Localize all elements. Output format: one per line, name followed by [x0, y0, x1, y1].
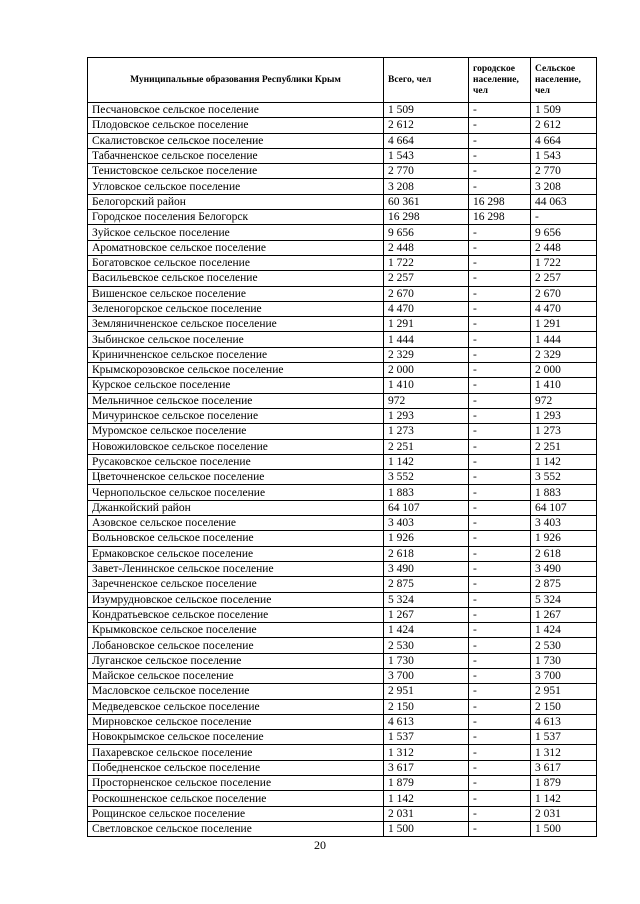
cell-total: 2 618 — [384, 546, 469, 561]
table-row — [88, 378, 597, 393]
cell-municipality: Светловское сельское поселение — [88, 821, 384, 836]
cell-urban: - — [469, 454, 531, 469]
cell-rural: 2 530 — [531, 638, 597, 653]
header-rural: Сельское население, чел — [531, 58, 597, 103]
cell-total: 2 530 — [384, 638, 469, 653]
table-row — [88, 332, 597, 347]
table-row — [88, 714, 597, 729]
cell-rural: 4 470 — [531, 301, 597, 316]
cell-rural: 3 700 — [531, 668, 597, 683]
cell-total: 1 424 — [384, 623, 469, 638]
cell-urban: - — [469, 531, 531, 546]
cell-urban: - — [469, 653, 531, 668]
cell-municipality: Азовское сельское поселение — [88, 516, 384, 531]
cell-urban: - — [469, 745, 531, 760]
cell-total: 972 — [384, 393, 469, 408]
cell-rural: 44 063 — [531, 194, 597, 209]
table-row — [88, 470, 597, 485]
cell-municipality: Вишенское сельское поселение — [88, 286, 384, 301]
cell-rural: - — [531, 210, 597, 225]
cell-urban: - — [469, 408, 531, 423]
cell-rural: 1 312 — [531, 745, 597, 760]
table-row — [88, 791, 597, 806]
cell-urban: - — [469, 806, 531, 821]
cell-rural: 1 291 — [531, 317, 597, 332]
cell-total: 4 470 — [384, 301, 469, 316]
cell-rural: 1 883 — [531, 485, 597, 500]
cell-urban: - — [469, 699, 531, 714]
table-row — [88, 439, 597, 454]
table-row — [88, 730, 597, 745]
cell-total: 64 107 — [384, 500, 469, 515]
cell-total: 2 031 — [384, 806, 469, 821]
cell-rural: 2 770 — [531, 164, 597, 179]
cell-total: 1 537 — [384, 730, 469, 745]
cell-urban: - — [469, 225, 531, 240]
cell-total: 1 543 — [384, 148, 469, 163]
cell-urban: - — [469, 623, 531, 638]
cell-rural: 4 613 — [531, 714, 597, 729]
cell-urban: - — [469, 271, 531, 286]
cell-urban: - — [469, 347, 531, 362]
table-row — [88, 210, 597, 225]
cell-total: 3 552 — [384, 470, 469, 485]
table-row — [88, 531, 597, 546]
table-row — [88, 561, 597, 576]
cell-total: 2 251 — [384, 439, 469, 454]
table-row — [88, 408, 597, 423]
cell-urban: - — [469, 776, 531, 791]
cell-municipality: Заречненское сельское поселение — [88, 577, 384, 592]
table-row — [88, 194, 597, 209]
cell-urban: - — [469, 317, 531, 332]
cell-urban: - — [469, 286, 531, 301]
cell-municipality: Новокрымское сельское поселение — [88, 730, 384, 745]
cell-urban: - — [469, 668, 531, 683]
cell-rural: 2 000 — [531, 363, 597, 378]
cell-total: 3 208 — [384, 179, 469, 194]
table-row — [88, 577, 597, 592]
cell-municipality: Победненское сельское поселение — [88, 760, 384, 775]
header-municipality: Муниципальные образования Республики Крым — [88, 58, 384, 103]
cell-rural: 2 448 — [531, 240, 597, 255]
table-row — [88, 271, 597, 286]
cell-rural: 1 500 — [531, 821, 597, 836]
cell-municipality: Песчановское сельское поселение — [88, 103, 384, 118]
table-row — [88, 286, 597, 301]
cell-urban: - — [469, 684, 531, 699]
cell-rural: 1 267 — [531, 607, 597, 622]
cell-urban: - — [469, 332, 531, 347]
cell-urban: - — [469, 791, 531, 806]
cell-rural: 2 031 — [531, 806, 597, 821]
cell-urban: - — [469, 133, 531, 148]
cell-municipality: Муромское сельское поселение — [88, 424, 384, 439]
cell-municipality: Скалистовское сельское поселение — [88, 133, 384, 148]
cell-urban: - — [469, 363, 531, 378]
cell-municipality: Кондратьевское сельское поселение — [88, 607, 384, 622]
header-urban: городское население, чел — [469, 58, 531, 103]
table-row — [88, 179, 597, 194]
table-row — [88, 225, 597, 240]
cell-urban: - — [469, 255, 531, 270]
population-table — [87, 57, 597, 837]
table-row — [88, 623, 597, 638]
cell-rural: 972 — [531, 393, 597, 408]
cell-urban: - — [469, 516, 531, 531]
table-row — [88, 638, 597, 653]
cell-total: 9 656 — [384, 225, 469, 240]
cell-total: 1 500 — [384, 821, 469, 836]
cell-total: 1 879 — [384, 776, 469, 791]
cell-municipality: Васильевское сельское поселение — [88, 271, 384, 286]
cell-total: 2 150 — [384, 699, 469, 714]
cell-rural: 3 552 — [531, 470, 597, 485]
header-total: Всего, чел — [384, 58, 469, 103]
cell-municipality: Ароматновское сельское поселение — [88, 240, 384, 255]
cell-total: 3 403 — [384, 516, 469, 531]
cell-rural: 2 618 — [531, 546, 597, 561]
cell-total: 4 613 — [384, 714, 469, 729]
cell-rural: 1 926 — [531, 531, 597, 546]
table-row — [88, 500, 597, 515]
cell-total: 2 875 — [384, 577, 469, 592]
cell-rural: 1 444 — [531, 332, 597, 347]
cell-total: 2 612 — [384, 118, 469, 133]
cell-municipality: Зеленогорское сельское поселение — [88, 301, 384, 316]
table-row — [88, 699, 597, 714]
cell-municipality: Богатовское сельское поселение — [88, 255, 384, 270]
cell-total: 1 509 — [384, 103, 469, 118]
cell-municipality: Пахаревское сельское поселение — [88, 745, 384, 760]
cell-rural: 2 612 — [531, 118, 597, 133]
cell-urban: - — [469, 439, 531, 454]
cell-municipality: Цветочненское сельское поселение — [88, 470, 384, 485]
cell-urban: - — [469, 577, 531, 592]
page-number: 20 — [314, 838, 326, 852]
table-row — [88, 760, 597, 775]
table-row — [88, 516, 597, 531]
cell-municipality: Земляничненское сельское поселение — [88, 317, 384, 332]
cell-rural: 1 722 — [531, 255, 597, 270]
cell-municipality: Угловское сельское поселение — [88, 179, 384, 194]
cell-total: 2 448 — [384, 240, 469, 255]
cell-municipality: Табачненское сельское поселение — [88, 148, 384, 163]
cell-rural: 1 410 — [531, 378, 597, 393]
table-row — [88, 485, 597, 500]
cell-urban: - — [469, 378, 531, 393]
table-row — [88, 301, 597, 316]
cell-urban: 16 298 — [469, 194, 531, 209]
cell-total: 1 722 — [384, 255, 469, 270]
cell-total: 2 329 — [384, 347, 469, 362]
table-row — [88, 148, 597, 163]
cell-municipality: Мичуринское сельское поселение — [88, 408, 384, 423]
cell-urban: - — [469, 714, 531, 729]
cell-rural: 2 875 — [531, 577, 597, 592]
table-row — [88, 684, 597, 699]
cell-municipality: Крымскорозовское сельское поселение — [88, 363, 384, 378]
cell-urban: - — [469, 607, 531, 622]
cell-urban: - — [469, 118, 531, 133]
cell-municipality: Вольновское сельское поселение — [88, 531, 384, 546]
cell-urban: - — [469, 821, 531, 836]
cell-total: 2 770 — [384, 164, 469, 179]
cell-rural: 1 879 — [531, 776, 597, 791]
cell-municipality: Майское сельское поселение — [88, 668, 384, 683]
cell-rural: 1 273 — [531, 424, 597, 439]
cell-municipality: Тенистовское сельское поселение — [88, 164, 384, 179]
cell-urban: - — [469, 179, 531, 194]
cell-urban: - — [469, 103, 531, 118]
cell-total: 2 670 — [384, 286, 469, 301]
cell-total: 60 361 — [384, 194, 469, 209]
cell-rural: 1 537 — [531, 730, 597, 745]
cell-total: 1 293 — [384, 408, 469, 423]
cell-total: 1 267 — [384, 607, 469, 622]
cell-total: 1 312 — [384, 745, 469, 760]
cell-urban: - — [469, 546, 531, 561]
cell-municipality: Белогорский район — [88, 194, 384, 209]
cell-municipality: Рощинское сельское поселение — [88, 806, 384, 821]
cell-rural: 1 293 — [531, 408, 597, 423]
cell-total: 2 257 — [384, 271, 469, 286]
cell-rural: 1 730 — [531, 653, 597, 668]
table-row — [88, 454, 597, 469]
cell-total: 1 142 — [384, 454, 469, 469]
cell-rural: 2 251 — [531, 439, 597, 454]
table-row — [88, 424, 597, 439]
table-row — [88, 806, 597, 821]
cell-municipality: Медведевское сельское поселение — [88, 699, 384, 714]
cell-urban: 16 298 — [469, 210, 531, 225]
table-row — [88, 745, 597, 760]
table-row — [88, 668, 597, 683]
cell-municipality: Роскошненское сельское поселение — [88, 791, 384, 806]
cell-municipality: Зуйское сельское поселение — [88, 225, 384, 240]
cell-total: 1 410 — [384, 378, 469, 393]
cell-rural: 5 324 — [531, 592, 597, 607]
cell-rural: 1 142 — [531, 791, 597, 806]
table-row — [88, 363, 597, 378]
cell-rural: 3 617 — [531, 760, 597, 775]
table-row — [88, 347, 597, 362]
cell-municipality: Луганское сельское поселение — [88, 653, 384, 668]
cell-municipality: Крымковское сельское поселение — [88, 623, 384, 638]
cell-rural: 2 150 — [531, 699, 597, 714]
table-row — [88, 653, 597, 668]
cell-rural: 1 424 — [531, 623, 597, 638]
cell-total: 5 324 — [384, 592, 469, 607]
cell-total: 1 730 — [384, 653, 469, 668]
cell-rural: 2 670 — [531, 286, 597, 301]
cell-urban: - — [469, 240, 531, 255]
cell-municipality: Русаковское сельское поселение — [88, 454, 384, 469]
table-body — [88, 103, 597, 837]
cell-municipality: Лобановское сельское поселение — [88, 638, 384, 653]
cell-rural: 2 329 — [531, 347, 597, 362]
cell-total: 2 000 — [384, 363, 469, 378]
cell-urban: - — [469, 730, 531, 745]
cell-urban: - — [469, 561, 531, 576]
table-header-row — [88, 58, 597, 103]
cell-total: 3 490 — [384, 561, 469, 576]
cell-rural: 4 664 — [531, 133, 597, 148]
cell-urban: - — [469, 393, 531, 408]
cell-total: 16 298 — [384, 210, 469, 225]
cell-municipality: Зыбинское сельское поселение — [88, 332, 384, 347]
table-row — [88, 607, 597, 622]
cell-municipality: Завет-Ленинское сельское поселение — [88, 561, 384, 576]
table-row — [88, 821, 597, 836]
cell-urban: - — [469, 148, 531, 163]
cell-municipality: Чернопольское сельское поселение — [88, 485, 384, 500]
cell-municipality: Городское поселения Белогорск — [88, 210, 384, 225]
cell-urban: - — [469, 500, 531, 515]
cell-total: 2 951 — [384, 684, 469, 699]
cell-municipality: Криничненское сельское поселение — [88, 347, 384, 362]
cell-municipality: Джанкойский район — [88, 500, 384, 515]
cell-rural: 2 951 — [531, 684, 597, 699]
table-row — [88, 317, 597, 332]
cell-municipality: Ермаковское сельское поселение — [88, 546, 384, 561]
cell-total: 3 700 — [384, 668, 469, 683]
cell-total: 1 273 — [384, 424, 469, 439]
cell-municipality: Курское сельское поселение — [88, 378, 384, 393]
table-row — [88, 393, 597, 408]
table-row — [88, 103, 597, 118]
cell-rural: 3 403 — [531, 516, 597, 531]
table-row — [88, 592, 597, 607]
cell-municipality: Изумрудновское сельское поселение — [88, 592, 384, 607]
cell-urban: - — [469, 301, 531, 316]
cell-rural: 1 509 — [531, 103, 597, 118]
table-row — [88, 546, 597, 561]
cell-urban: - — [469, 164, 531, 179]
cell-urban: - — [469, 470, 531, 485]
cell-total: 1 926 — [384, 531, 469, 546]
cell-rural: 2 257 — [531, 271, 597, 286]
cell-municipality: Мирновское сельское поселение — [88, 714, 384, 729]
cell-urban: - — [469, 760, 531, 775]
cell-total: 1 142 — [384, 791, 469, 806]
cell-municipality: Мельничное сельское поселение — [88, 393, 384, 408]
cell-urban: - — [469, 485, 531, 500]
cell-total: 1 883 — [384, 485, 469, 500]
table-row — [88, 776, 597, 791]
cell-rural: 1 142 — [531, 454, 597, 469]
cell-urban: - — [469, 424, 531, 439]
table-row — [88, 133, 597, 148]
cell-urban: - — [469, 638, 531, 653]
cell-rural: 3 208 — [531, 179, 597, 194]
cell-total: 4 664 — [384, 133, 469, 148]
table-row — [88, 164, 597, 179]
cell-rural: 3 490 — [531, 561, 597, 576]
table-row — [88, 255, 597, 270]
cell-total: 1 444 — [384, 332, 469, 347]
cell-rural: 9 656 — [531, 225, 597, 240]
cell-total: 3 617 — [384, 760, 469, 775]
cell-urban: - — [469, 592, 531, 607]
cell-rural: 64 107 — [531, 500, 597, 515]
cell-rural: 1 543 — [531, 148, 597, 163]
cell-municipality: Просторненское сельское поселение — [88, 776, 384, 791]
table-row — [88, 118, 597, 133]
table-row — [88, 240, 597, 255]
cell-municipality: Новожиловское сельское поселение — [88, 439, 384, 454]
cell-total: 1 291 — [384, 317, 469, 332]
cell-municipality: Плодовское сельское поселение — [88, 118, 384, 133]
cell-municipality: Масловское сельское поселение — [88, 684, 384, 699]
